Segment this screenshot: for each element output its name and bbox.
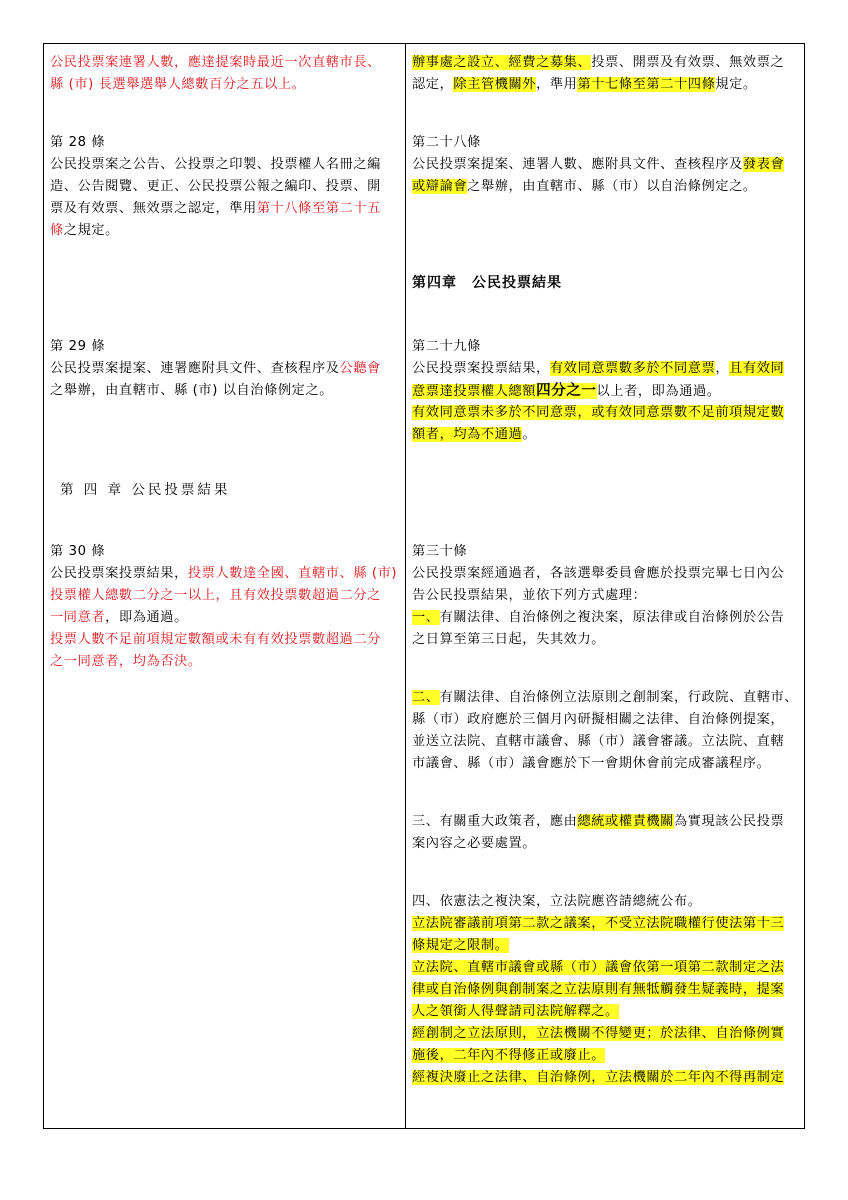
right-article-28-title: 第二十八條 <box>412 135 481 150</box>
right-chapter-heading: 第四章 公民投票結果 <box>412 275 562 291</box>
comparison-table <box>43 43 805 1129</box>
right-article-30-line: 立法院、直轄市議會或縣（市）議會依第一項第二款制定之法 <box>412 960 785 975</box>
right-article-30-line: 一、有關法律、自治條例之複決案，原法律或自治條例於公告 <box>412 610 785 625</box>
right-article-30-line: 人之領銜人得聲請司法院解釋之。 <box>412 1004 619 1019</box>
right-article-29-title: 第二十九條 <box>412 339 481 354</box>
article-29-title: 第 29 條 <box>50 339 106 354</box>
article-28-line: 公民投票案之公告、公投票之印製、投票權人名冊之編 <box>50 157 381 172</box>
article-30-line: 投票權人總數二分之一以上，且有效投票數超過二分之 <box>50 588 381 603</box>
intro-line-1: 公民投票案連署人數，應達提案時最近一次直轄市長、 <box>50 55 381 70</box>
right-article-30-line: 三、有關重大政策者，應由總統或權責機關為實現該公民投票 <box>412 814 785 829</box>
article-29-line: 之舉辦，由直轄市、縣 (市) 以自治條例定之。 <box>50 383 334 398</box>
right-article-30-line: 經複決廢止之法律、自治條例，立法機關於二年內不得再制定 <box>412 1070 785 1085</box>
right-article-28-line: 公民投票案提案、連署人數、應附具文件、查核程序及發表會 <box>412 157 785 172</box>
right-article-29-line: 公民投票案投票結果，有效同意票數多於不同意票，且有效同 <box>412 361 785 376</box>
article-28-title: 第 28 條 <box>50 135 106 150</box>
right-article-30-line: 並送立法院、直轄市議會、縣（市）議會審議。立法院、直轄 <box>412 734 785 749</box>
right-top-line: 認定，除主管機關外，準用第十七條至第二十四條規定。 <box>412 77 757 92</box>
right-article-30-line: 案內容之必要處置。 <box>412 836 537 851</box>
right-article-30-line: 二、有關法律、自治條例立法原則之創制案，行政院、直轄市、 <box>412 690 799 705</box>
right-article-28-line: 或辯論會之舉辦，由直轄市、縣（市）以自治條例定之。 <box>412 179 757 194</box>
article-28-line: 票及有效票、無效票之認定，準用第十八條至第二十五 <box>50 201 381 216</box>
right-article-30-line: 之日算至第三日起，失其效力。 <box>412 632 606 647</box>
right-article-30-line: 公民投票案經通過者，各該選舉委員會應於投票完畢七日內公 <box>412 566 785 581</box>
right-article-30-title: 第三十條 <box>412 544 468 559</box>
article-29-line: 公民投票案提案、連署應附具文件、查核程序及公聽會 <box>50 361 381 376</box>
column-divider <box>405 44 406 1128</box>
right-article-30-line: 告公民投票結果，並依下列方式處理： <box>412 588 647 603</box>
right-article-30-line: 縣（市）政府應於三個月內研擬相關之法律、自治條例提案， <box>412 712 785 727</box>
right-article-29-line: 意票達投票權人總額四分之一以上者，即為通過。 <box>412 383 721 399</box>
right-article-29-line: 有效同意票未多於不同意票，或有效同意票數不足前項規定數 <box>412 405 785 420</box>
right-article-30-line: 經創制之立法原則，立法機關不得變更；於法律、自治條例實 <box>412 1026 785 1041</box>
article-30-line: 一同意者，即為通過。 <box>50 610 188 625</box>
article-30-title: 第 30 條 <box>50 544 106 559</box>
article-28-line: 條之規定。 <box>50 223 119 238</box>
right-article-30-line: 立法院審議前項第二款之議案，不受立法院職權行使法第十三 <box>412 916 785 931</box>
article-30-line: 公民投票案投票結果，投票人數達全國、直轄市、縣 (市) <box>50 566 398 581</box>
right-article-30-line: 四、依憲法之複決案，立法院應咨請總統公布。 <box>412 894 702 909</box>
right-article-30-line: 律或自治條例與創制案之立法原則有無牴觸發生疑義時，提案 <box>412 982 785 997</box>
right-top-line: 辦事處之設立、經費之募集、投票、開票及有效票、無效票之 <box>412 55 785 70</box>
article-28-line: 造、公告閱覽、更正、公民投票公報之編印、投票、開 <box>50 179 381 194</box>
article-30-line: 之一同意者，均為否決。 <box>50 654 202 669</box>
right-article-30-line: 市議會、縣（市）議會應於下一會期休會前完成審議程序。 <box>412 756 771 771</box>
chapter-heading: 第 四 章 公民投票結果 <box>60 482 231 498</box>
article-30-line: 投票人數不足前項規定數額或未有有效投票數超過二分 <box>50 632 381 647</box>
right-article-30-line: 施後，二年內不得修正或廢止。 <box>412 1048 606 1063</box>
right-article-30-line: 條規定之限制。 <box>412 938 509 953</box>
right-article-29-line: 額者，均為不通過。 <box>412 427 537 442</box>
intro-line-2: 縣 (市) 長選舉選舉人總數百分之五以上。 <box>50 77 306 92</box>
